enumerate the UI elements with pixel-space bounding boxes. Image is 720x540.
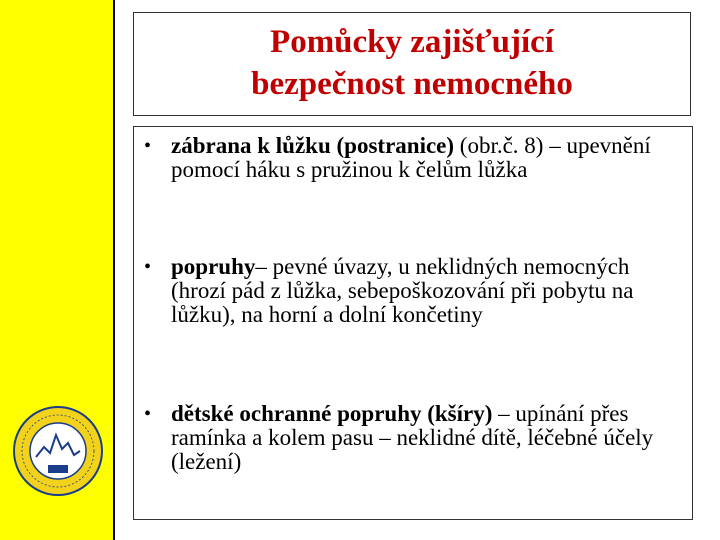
bullet-dot: • (144, 256, 152, 278)
bullet-item-3 (144, 402, 679, 474)
title-line-2: bezpečnost nemocného (251, 66, 573, 102)
bullet-2-text: – pevné úvazy, u neklidných nemocných (hrozí pád z lůžka, sebepoškozování při pobytu na lůžku), na horní a dolní končetiny (171, 254, 634, 327)
content-box (133, 126, 693, 520)
school-emblem-logo (12, 405, 104, 497)
bullet-3-text: – upínání přes ramínka a kolem pasu – neklidné dítě, léčebné účely (ležení) (171, 401, 654, 474)
title-line-1: Pomůcky zajišťující (270, 24, 554, 60)
title-box (133, 12, 691, 116)
bullet-1-text: (obr.č. 8) – upevnění pomocí háku s pružinou k čelům lůžka (171, 133, 651, 182)
bullet-dot: • (144, 135, 152, 157)
bullet-item-1 (144, 134, 679, 182)
vertical-divider (113, 0, 115, 540)
bullet-3-bold: dětské ochranné popruhy (kšíry) (171, 401, 493, 426)
bullet-1-bold: zábrana k lůžku (postranice) (171, 133, 455, 158)
bullet-item-2 (144, 255, 679, 327)
bullet-dot: • (144, 403, 152, 425)
bullet-2-bold: popruhy (171, 254, 256, 279)
